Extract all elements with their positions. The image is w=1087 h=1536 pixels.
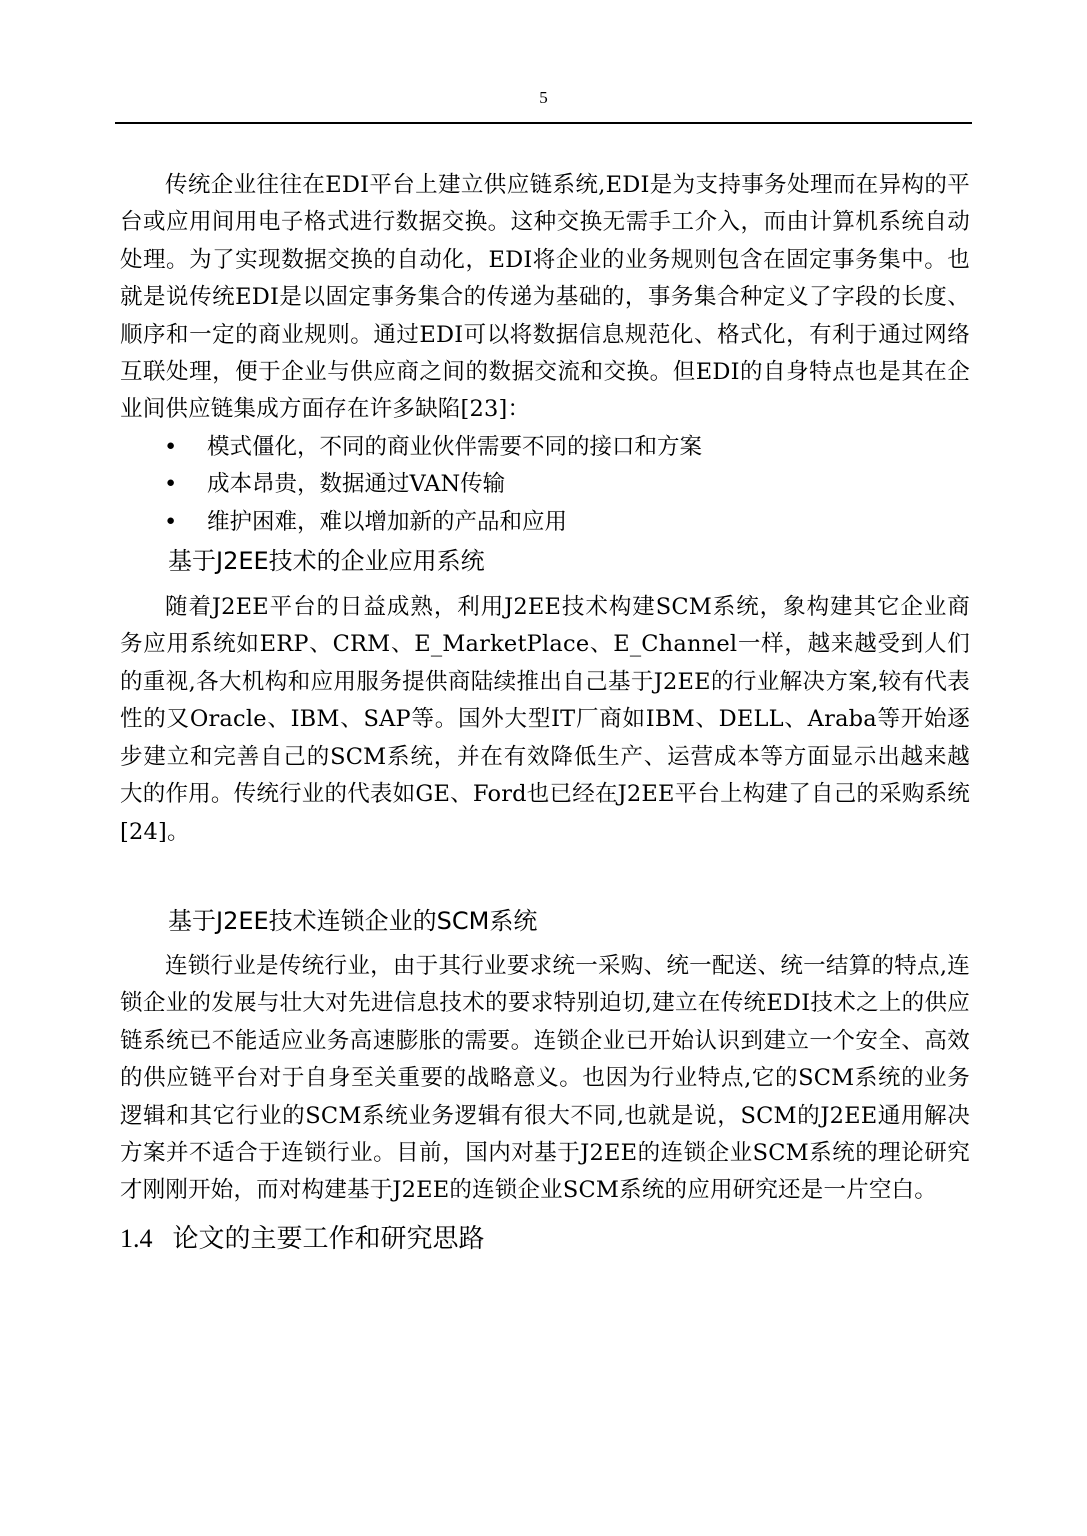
list-item — [120, 466, 970, 503]
bullet-icon: • — [164, 508, 178, 535]
list-item-text: 成本昂贵，数据通过VAN传输 — [207, 471, 506, 498]
subheading-chain-scm: 基于J2EE技术连锁企业的SCM系统 — [168, 906, 538, 935]
subheading-j2ee-enterprise-apps: 基于J2EE技术的企业应用系统 — [168, 547, 485, 576]
chain-scm-paragraph: 连锁行业是传统行业，由于其行业要求统一采购、统一配送、统一结算的特点,连锁企业的发展与壮大对先进信息技术的要求特别迫切,建立在传统EDI技术之上的供应链系统已不能适应业务高速膨胀的需要。连锁企业已开始认识到建立一个安全、高效的供应链平台对于自身至关重要的战略意义。也因为行业特点,它的SCM系统的业务逻辑和其它行业的SCM系统业务逻辑有很大不同,也就是说，SCM的J2EE通用解决方案并不适合于连锁行业。目前，国内对基于J2EE的连锁企业SCM系统的理论研究才刚刚开始，而对构建基于J2EE的连锁企业SCM系统的应用研究还是一片空白。 — [120, 952, 970, 1204]
list-item — [120, 504, 970, 541]
bullet-icon: • — [164, 471, 178, 498]
bullet-icon: • — [164, 433, 178, 460]
list-item-text: 维护困难，难以增加新的产品和应用 — [207, 508, 568, 535]
section-number: 1.4 — [120, 1223, 153, 1253]
list-item — [120, 429, 970, 466]
edi-paragraph: 传统企业往往在EDI平台上建立供应链系统,EDI是为支持事务处理而在异构的平台或应用间用电子格式进行数据交换。这种交换无需手工介入，而由计算机系统自动处理。为了实现数据交换的自动化，EDI将企业的业务规则包含在固定事务集中。也就是说传统EDI是以固定事务集合的传递为基础的，事务集合种定义了字段的长度、顺序和一定的商业规则。通过EDI可以将数据信息规范化、格式化，有利于通过网络互联处理，便于企业与供应商之间的数据交流和交换。但EDI的自身特点也是其在企业间供应链集成方面存在许多缺陷[23]： — [120, 172, 970, 423]
section-title: 论文的主要工作和研究思路 — [172, 1223, 485, 1254]
header-rule — [115, 122, 972, 124]
j2ee-apps-paragraph: 随着J2EE平台的日益成熟，利用J2EE技术构建SCM系统，象构建其它企业商务应用系统如ERP、CRM、E_MarketPlace、E_Channel一样，越来越受到人们的重视,各大机构和应用服务提供商陆续推出自己基于J2EE的行业解决方案,较有代表性的又Oracle、IBM、SAP等。国外大型IT厂商如IBM、DELL、Araba等开始逐步建立和完善自己的SCM系统，并在有效降低生产、运营成本等方面显示出越来越大的作用。传统行业的代表如GE、Ford也已经在J2EE平台上构建了自己的采购系统[24]。 — [120, 594, 970, 845]
page-content — [120, 167, 970, 1256]
list-item-text: 模式僵化，不同的商业伙伴需要不同的接口和方案 — [207, 433, 703, 460]
edi-drawback-list — [120, 429, 970, 541]
section-heading-1-4 — [120, 1222, 970, 1256]
page-number: 5 — [539, 88, 548, 107]
